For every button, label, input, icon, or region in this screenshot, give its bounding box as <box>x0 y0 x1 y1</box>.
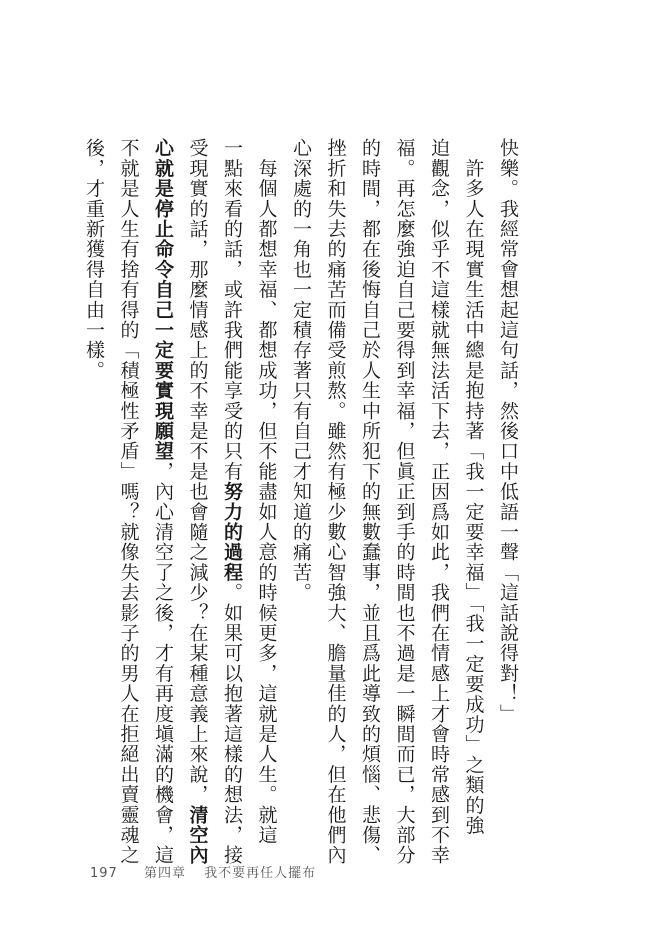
text-line-11 <box>146 138 181 866</box>
page-number: 197 <box>90 866 118 881</box>
emphasis-clear-heart-end: 心就是停止命令自己一定要實現願望 <box>152 138 174 462</box>
text-line-9 <box>215 138 250 866</box>
text-line-11-tail: ，內心清空了之後，才有再度塡滿的機會，這 <box>152 461 174 866</box>
text-line-7: 心深處的一角也一定積存著只有自己才知道的痛苦。 <box>290 138 312 603</box>
text-line-1: 快樂。我經常會想起這句話，然後口中低語一聲「這話說得對！」 <box>497 138 519 724</box>
vertical-text-body <box>77 138 526 866</box>
chapter-title: 我不要再任人擺布 <box>204 866 317 881</box>
text-line-4: 福。再怎麼強迫自己要得到幸福，但眞正到手的時間也不過是一瞬間而已，大部分 <box>393 138 416 866</box>
text-line-9-plain: 一點來看的話，或許我們能享受的只有 <box>221 138 243 482</box>
emphasis-clear-heart-start: 清空內 <box>186 804 209 866</box>
emphasis-effort-process: 努力的過程 <box>221 481 243 583</box>
text-line-5: 的時間，都在後悔自己於人生中所犯下的無數蠢事，並且爲此導致的煩惱、悲傷、 <box>359 138 381 866</box>
chapter-label: 第四章 <box>143 866 186 881</box>
text-line-8: 每個人都想幸福、都想成功，但不能盡如人意的時候更多，這就是人生。就這 <box>255 138 278 845</box>
page-footer <box>90 862 316 881</box>
text-line-2: 許多人在現實生活中總是抱持著「我一定要幸福」「我一定要成功」之類的強 <box>462 138 485 836</box>
text-line-12: 不就是人生有捨有得的「積極性矛盾」嗎？就像失去影子的男人在拒絕出賣靈魂之 <box>117 138 140 866</box>
text-line-9-tail: 。如果可以抱著這樣的想法，接 <box>221 582 243 866</box>
text-line-10 <box>180 138 215 866</box>
text-line-3: 迫觀念，似乎不這樣就無法活下去，正因爲如此，我們在情感上才會時常感到不幸 <box>428 138 450 866</box>
text-line-10-plain: 受現實的話，那麼情感上的不幸是不是也會隨之減少？在某種意義上來說， <box>186 138 209 805</box>
text-line-6: 挫折和失去的痛苦而備受煎熬。雖然有極少數心智強大、膽量佳的人，但在他們內 <box>324 138 347 866</box>
text-line-13: 後，才重新獲得自由一樣。 <box>83 138 105 381</box>
